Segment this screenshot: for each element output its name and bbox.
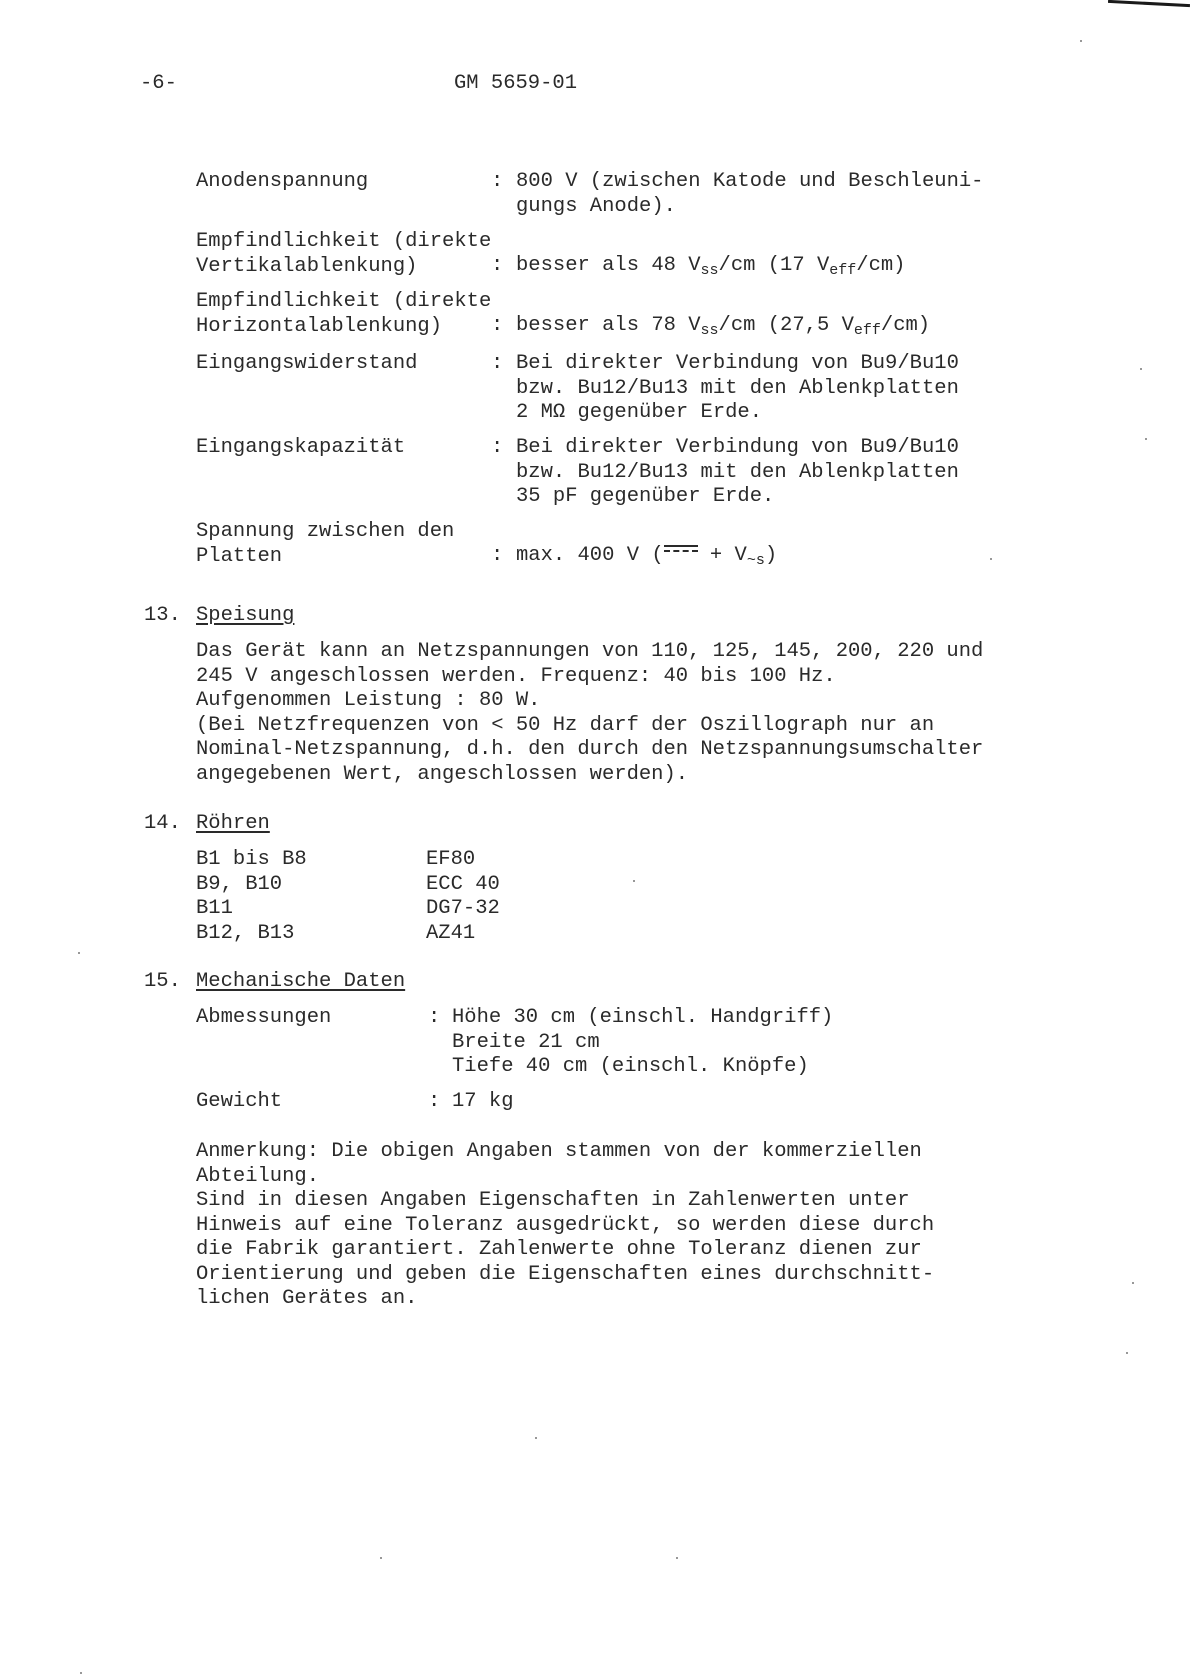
spec-colon: : — [491, 352, 504, 375]
spec-colon: : — [428, 1090, 441, 1113]
tube-position: B1 bis B8 — [196, 848, 307, 871]
remark-line: Abteilung. — [196, 1164, 320, 1188]
spec-value-input-capacitance: Bei direkter Verbindung von Bu9/Bu10 bzw. Bu12/Bu13 mit den Ablenkplatten 35 pF gegenüber Erde. — [516, 436, 959, 508]
tube-position: B12, B13 — [196, 921, 295, 945]
body-line: Das Gerät kann an Netzspannungen von 110, 125, 145, 200, 220 und — [196, 640, 984, 663]
tube-type: ECC 40 — [426, 872, 500, 896]
dc-symbol-icon — [664, 545, 698, 557]
spec-label-plate-voltage: Spannung zwischen den Platten — [196, 520, 455, 568]
section-13-body — [196, 640, 983, 787]
tube-type: AZ41 — [426, 921, 476, 945]
body-line: (Bei Netzfrequenzen von < 50 Hz darf der Oszillograph nur an — [196, 713, 935, 737]
spec-value-vertical-sensitivity: besser als 48 $V_{ss}/cm$ (17 $V_{eff}/cm$) — [516, 254, 906, 279]
spec-label-input-capacitance: Eingangskapazität — [196, 436, 406, 459]
document-id: GM 5659-01 — [454, 72, 578, 95]
scan-dot — [676, 1557, 678, 1559]
tube-type: DG7-32 — [426, 897, 500, 920]
section-13-number: 13. — [144, 604, 181, 627]
spec-value-anode: 800 V (zwischen Katode und Beschleuni- gungs Anode). — [516, 170, 984, 218]
section-15-title: Mechanische Daten — [196, 970, 406, 993]
remark-line: lichen Gerätes an. — [196, 1287, 418, 1310]
section-14-number: 14. — [144, 812, 181, 835]
spec-colon: : — [491, 170, 504, 193]
scan-dot — [1080, 40, 1082, 42]
weight-label: Gewicht — [196, 1090, 283, 1113]
scan-dot — [1140, 368, 1142, 370]
spec-colon: : — [491, 544, 504, 567]
tube-type-list — [426, 848, 500, 946]
remark-line: die Fabrik garantiert. Zahlenwerte ohne Toleranz dienen zur — [196, 1238, 922, 1261]
dimensions-values: Höhe 30 cm (einschl. Handgriff) Breite 21 cm Tiefe 40 cm (einschl. Knöpfe) — [452, 1006, 834, 1078]
body-line: angegebenen Wert, angeschlossen werden). — [196, 762, 689, 786]
remark-line: Anmerkung: Die obigen Angaben stammen von der kommerziellen — [196, 1140, 922, 1163]
spec-value-plate-voltage: max. 400 V ( + $V_{\sim s}$) — [516, 544, 778, 569]
body-line: 245 V angeschlossen werden. Frequenz: 40 bis 100 Hz. — [196, 664, 836, 688]
section-13-title: Speisung — [196, 604, 295, 627]
dimensions-label: Abmessungen — [196, 1006, 332, 1029]
scan-dot — [380, 1557, 382, 1559]
spec-value-input-resistance: Bei direkter Verbindung von Bu9/Bu10 bzw. Bu12/Bu13 mit den Ablenkplatten 2 MΩ gegenüber Erde. — [516, 352, 959, 424]
spec-label-input-resistance: Eingangswiderstand — [196, 352, 418, 375]
scan-dot — [535, 1437, 537, 1439]
tube-type: EF80 — [426, 848, 476, 871]
remark-line: Orientierung und geben die Eigenschaften eines durchschnitt- — [196, 1262, 935, 1286]
scan-dot — [633, 880, 635, 882]
remark-line: Hinweis auf eine Toleranz ausgedrückt, so werden diese durch — [196, 1213, 935, 1237]
section-14-title: Röhren — [196, 812, 270, 835]
scan-dot — [1132, 1282, 1134, 1284]
tube-position: B9, B10 — [196, 872, 283, 896]
tube-position: B11 — [196, 897, 233, 920]
remark-paragraph — [196, 1140, 934, 1312]
body-line: Nominal-Netzspannung, d.h. den durch den Netzspannungsumschalter — [196, 738, 984, 761]
spec-label-vertical-sensitivity: Empfindlichkeit (direkte Vertikalablenkung) — [196, 230, 492, 278]
weight-value: 17 kg — [452, 1090, 514, 1113]
body-line: Aufgenommen Leistung : 80 W. — [196, 689, 541, 712]
page-number: -6- — [140, 72, 177, 95]
spec-colon: : — [428, 1006, 441, 1029]
scan-dot — [990, 558, 992, 560]
scan-mark — [1108, 0, 1190, 7]
scan-dot — [80, 1672, 82, 1674]
spec-value-horizontal-sensitivity: besser als 78 $V_{ss}/cm$ (27,5 $V_{eff}/cm$) — [516, 314, 931, 339]
remark-line: Sind in diesen Angaben Eigenschaften in Zahlenwerten unter — [196, 1189, 910, 1212]
tube-position-list — [196, 848, 307, 946]
scan-dot — [1145, 438, 1147, 440]
spec-colon: : — [491, 436, 504, 459]
spec-label-anode: Anodenspannung — [196, 170, 369, 193]
scan-dot — [1126, 1352, 1128, 1354]
scan-dot — [78, 952, 80, 954]
spec-colon: : — [491, 314, 504, 337]
section-15-number: 15. — [144, 970, 181, 993]
spec-label-horizontal-sensitivity: Empfindlichkeit (direkte Horizontalablenkung) — [196, 290, 492, 338]
spec-colon: : — [491, 254, 504, 277]
